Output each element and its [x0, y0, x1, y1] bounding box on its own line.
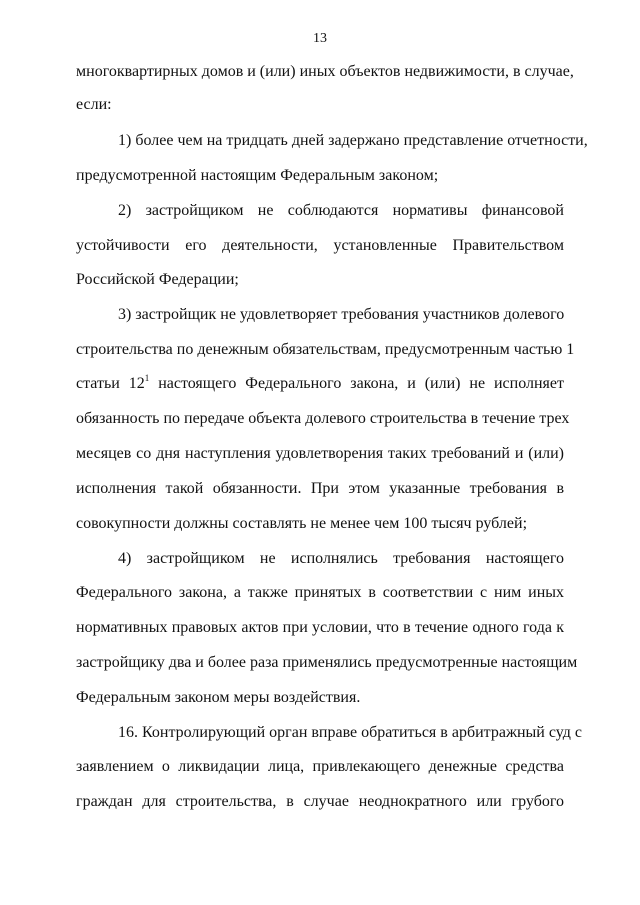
page-number: 13 — [313, 31, 327, 46]
text-line: 16. Контролирующий орган вправе обратиться в арбитражный суд с — [118, 724, 582, 741]
text-line: месяцев со дня наступления удовлетворения таких требований и (или) — [76, 445, 564, 462]
article-superscript: 1 — [144, 373, 150, 383]
text-line: строительства по денежным обязательствам, предусмотренным частью 1 — [76, 341, 575, 358]
text-line: многоквартирных домов и (или) иных объектов недвижимости, в случае, — [76, 63, 574, 80]
text-line: Федерального закона, а также принятых в соответствии с ним иных — [76, 584, 564, 601]
text-line: обязанность по передаче объекта долевого строительства в течение трех — [76, 410, 570, 427]
text-line: заявлением о ликвидации лица, привлекающего денежные средства — [76, 758, 564, 775]
text-line: Федеральным законом меры воздействия. — [76, 689, 361, 706]
text-line: если: — [76, 96, 112, 113]
article-reference-line — [76, 374, 564, 394]
text-line: совокупности должны составлять не менее чем 100 тысяч рублей; — [76, 515, 528, 532]
article-number: статьи 12 — [76, 375, 145, 392]
text-line: устойчивости его деятельности, установленные Правительством — [76, 237, 564, 254]
text-line: 1) более чем на тридцать дней задержано представление отчетности, — [118, 132, 588, 149]
text-line: Российской Федерации; — [76, 271, 239, 288]
text-line: 2) застройщиком не соблюдаются нормативы финансовой — [118, 202, 564, 219]
text-line: граждан для строительства, в случае неоднократного или грубого — [76, 793, 564, 810]
text-line: исполнения такой обязанности. При этом указанные требования в — [76, 480, 564, 497]
text-line: 4) застройщиком не исполнялись требования настоящего — [118, 550, 564, 567]
article-line-rest: настоящего Федерального закона, и (или) не исполняет — [149, 375, 565, 392]
text-line: 3) застройщик не удовлетворяет требования участников долевого — [118, 306, 565, 323]
text-line: застройщику два и более раза применялись предусмотренные настоящим — [76, 654, 578, 671]
text-line: нормативных правовых актов при условии, что в течение одного года к — [76, 619, 564, 636]
text-line: предусмотренной настоящим Федеральным законом; — [76, 167, 439, 184]
